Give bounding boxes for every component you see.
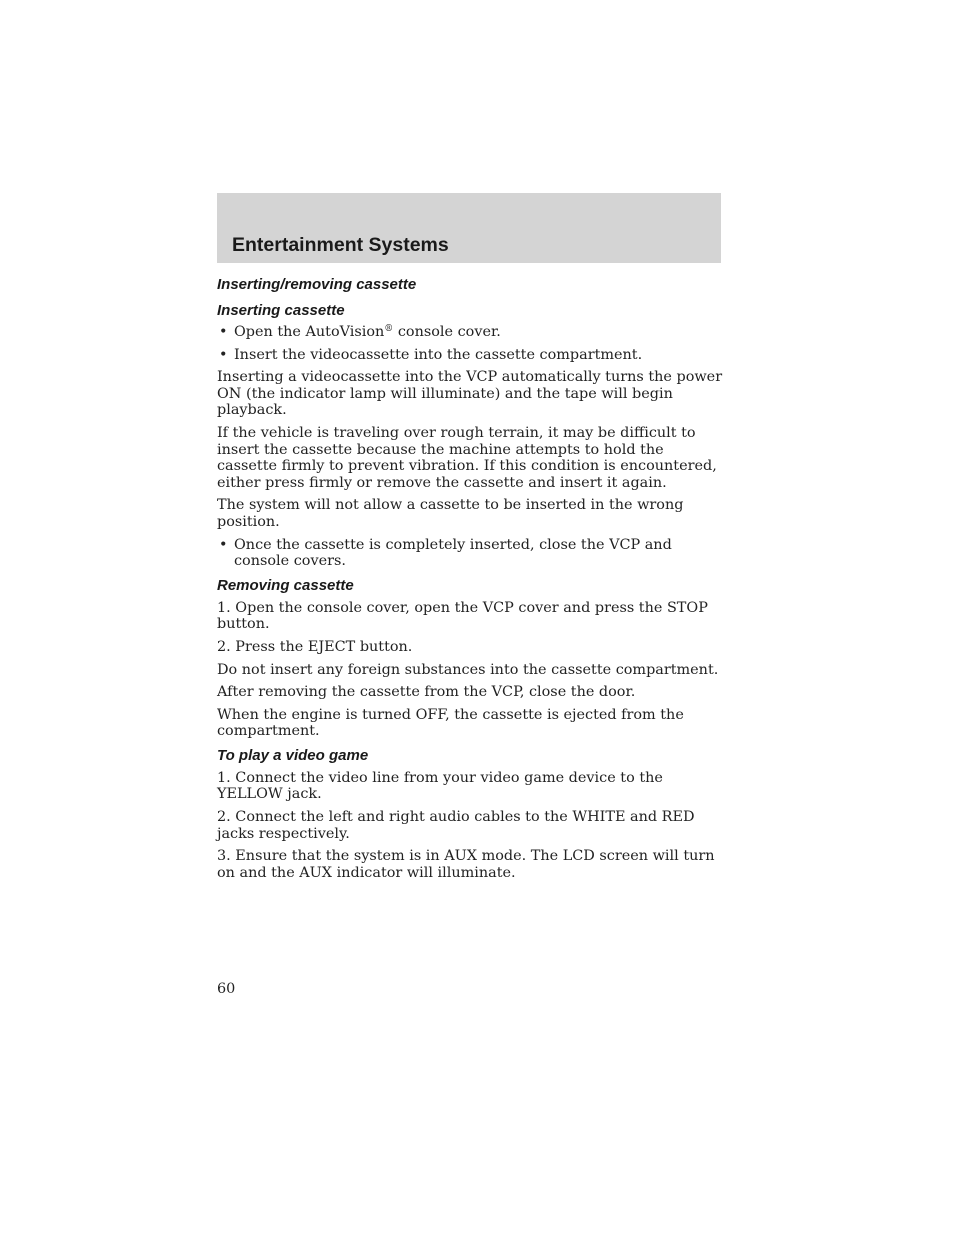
paragraph-wrong-position: The system will not allow a cassette to be inserted in the wrong position. bbox=[217, 497, 684, 530]
heading-inserting-removing: Inserting/removing cassette bbox=[217, 276, 417, 293]
bullet-text: Insert the videocassette into the cassette compartment. bbox=[234, 346, 643, 363]
video-game-step-3: 3. Ensure that the system is in AUX mode. The LCD screen will turn on and the AUX indicator will illuminate. bbox=[217, 848, 715, 881]
paragraph-auto-power-on: Inserting a videocassette into the VCP automatically turns the power ON (the indicator lamp will illuminate) and the tape will begin playback. bbox=[217, 369, 723, 419]
page-content bbox=[217, 276, 723, 881]
page-number: 60 bbox=[217, 981, 236, 997]
paragraph-close-door: After removing the cassette from the VCP, close the door. bbox=[217, 684, 636, 701]
bullet-dot: • bbox=[219, 324, 228, 340]
removing-step-1: 1. Open the console cover, open the VCP cover and press the STOP button. bbox=[217, 599, 708, 633]
bullet-dot: • bbox=[219, 346, 228, 363]
heading-inserting-cassette: Inserting cassette bbox=[217, 302, 345, 319]
paragraph-foreign-substances: Do not insert any foreign substances into the cassette compartment. bbox=[217, 661, 719, 678]
heading-removing-cassette: Removing cassette bbox=[217, 576, 354, 594]
registered-mark: ® bbox=[384, 324, 394, 334]
bullet-dot: • bbox=[219, 536, 228, 553]
paragraph-engine-off-eject: When the engine is turned OFF, the cassette is ejected from the compartment. bbox=[217, 706, 684, 740]
video-game-step-1: 1. Connect the video line from your video game device to the YELLOW jack. bbox=[217, 769, 663, 803]
bullet-text: Once the cassette is completely inserted, close the VCP and console covers. bbox=[234, 536, 672, 570]
bullet-text-tail: console cover. bbox=[393, 324, 501, 340]
bullet-close-covers bbox=[217, 537, 723, 570]
bullet-text: Open the AutoVision bbox=[234, 324, 385, 340]
heading-play-video-game: To play a video game bbox=[217, 746, 369, 764]
section-title: Entertainment Systems bbox=[232, 234, 449, 256]
bullet-insert-videocassette bbox=[217, 347, 723, 364]
removing-step-2: 2. Press the EJECT button. bbox=[217, 638, 413, 655]
bullet-open-console bbox=[217, 324, 723, 341]
paragraph-rough-terrain: If the vehicle is traveling over rough terrain, it may be difficult to insert the cassette because the machine attempts to hold the cassette firmly to prevent vibration. If this condition is encountered, either press firmly or remove the cassette and insert it again. bbox=[217, 424, 717, 491]
section-header-band bbox=[217, 193, 721, 263]
video-game-step-2: 2. Connect the left and right audio cables to the WHITE and RED jacks respectively. bbox=[217, 809, 695, 842]
